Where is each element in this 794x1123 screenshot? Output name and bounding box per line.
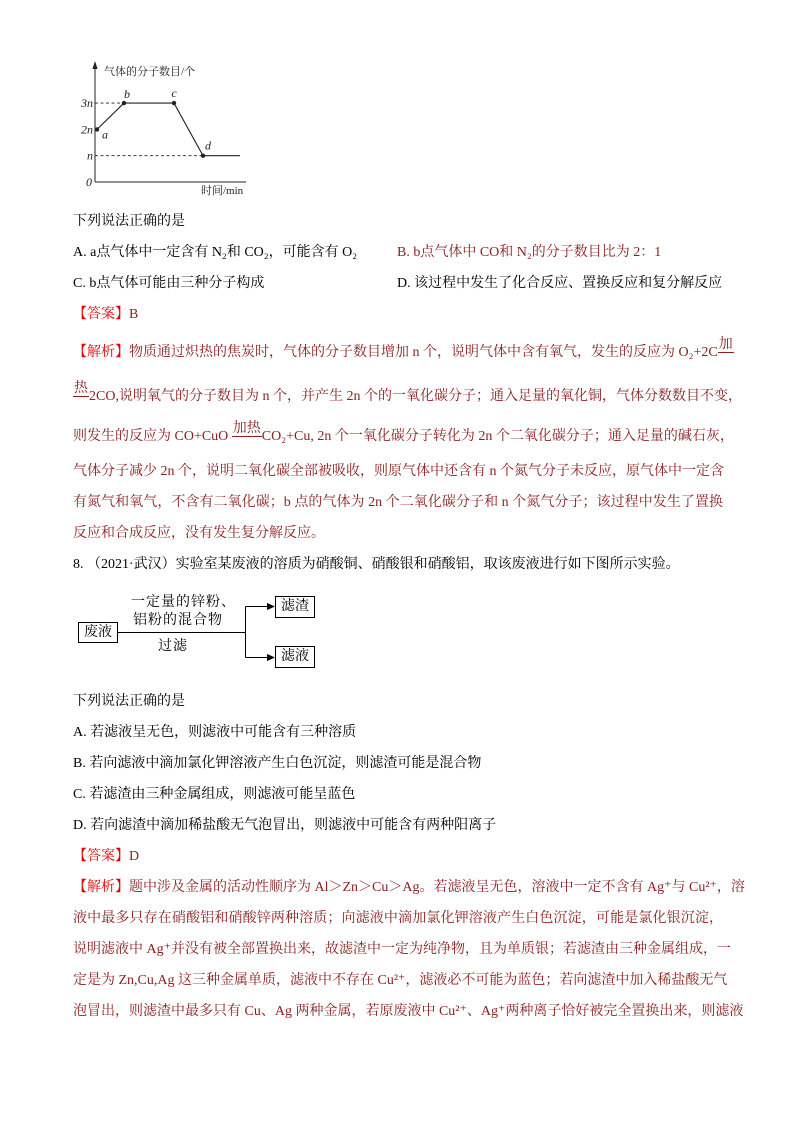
- q8-analysis-line: [73, 872, 745, 903]
- reagent-label: 一定量的锌粉、: [131, 595, 236, 610]
- q7-option-d: D. 该过程中发生了化合反应、置换反应和复分解反应: [397, 276, 723, 291]
- q7-prompt: 下列说法正确的是: [73, 214, 185, 229]
- q7-analysis-line: 反应和合成反应，没有发生复分解反应。: [73, 526, 325, 541]
- q7-analysis-line: [73, 418, 734, 456]
- q8-analysis-line: 说明滤液中 Ag⁺并没有被全部置换出来，故滤渣中一定为纯净物，且为单质银；若滤渣由三种金属组成，一: [73, 942, 731, 957]
- point-label-b: b: [124, 87, 130, 102]
- q8-prompt: 下列说法正确的是: [73, 694, 185, 709]
- q7-option-a: A. a点气体中一定含有 N₂和 CO₂，可能含有 O₂: [73, 245, 358, 260]
- waste-liquid-box: 废液: [78, 622, 118, 643]
- x-axis-title: 时间/min: [201, 185, 244, 197]
- q7-analysis-line: [73, 330, 733, 376]
- answer-label: 【答案】: [73, 849, 129, 864]
- reagent-label: 铝粉的混合物: [133, 613, 223, 628]
- q8-analysis-line: 定是为 Zn,Cu,Ag 这三种金属单质，滤液中不存在 Cu²⁺，滤液必不可能为蓝色；若向滤渣中加入稀盐酸无气: [73, 973, 728, 988]
- experiment-flow-diagram: [73, 580, 723, 686]
- data-point-a: [95, 127, 99, 131]
- q7-options-row: [73, 268, 723, 299]
- content-column: [73, 206, 745, 1027]
- q8-analysis-line: 泡冒出，则滤渣中最多只有 Cu、Ag 两种金属，若原废液中 Cu²⁺、Ag⁺两种离子恰好被完全置换出来，则滤液: [73, 1004, 744, 1019]
- q7-options-row: [73, 237, 723, 268]
- q7-answer-line: [73, 299, 723, 330]
- analysis-label: 【解析】: [73, 345, 129, 360]
- reaction-condition: 加热: [232, 421, 261, 436]
- y-tick-label: 3n: [81, 96, 93, 111]
- q8-option-a: A. 若滤液呈无色，则滤液中可能含有三种溶质: [73, 725, 357, 740]
- q7-option-b: B. b点气体中 CO和 N₂的分子数目比为 2：1: [397, 245, 662, 260]
- residue-box: 滤渣: [275, 596, 315, 618]
- q8-option-c: C. 若滤渣由三种金属组成，则滤液可能呈蓝色: [73, 787, 356, 802]
- data-point-b: [122, 101, 126, 105]
- analysis-label: 【解析】: [73, 880, 129, 895]
- data-point-c: [172, 101, 176, 105]
- arrowhead-icon: [267, 654, 275, 661]
- point-label-a: a: [102, 127, 108, 142]
- q8-heading: 8. （2021·武汉）实验室某废液的溶质为硝酸铜、硝酸银和硝酸铝，取该废液进行如下图所示实验。: [73, 557, 680, 572]
- q8-analysis-line: 液中最多只存在硝酸铝和硝酸锌两种溶质；向滤液中滴加氯化钾溶液产生白色沉淀，可能是氯化银沉淀，: [73, 911, 723, 926]
- filtrate-box: 滤液: [275, 646, 315, 668]
- q7-analysis-line: [73, 376, 742, 418]
- reaction-condition: 热: [74, 381, 88, 396]
- data-point-d: [201, 154, 205, 158]
- analysis-text: 题中涉及金属的活动性顺序为 Al＞Zn＞Cu＞Ag。若滤液呈无色，溶液中一定不含有 Ag⁺与 Cu²⁺，溶: [129, 880, 745, 895]
- analysis-text: 2CO,说明氧气的分子数目为 n 个，并产生 2n 个的一氧化碳分子；通入足量的氧化铜，气体分数数目不变，: [89, 389, 742, 404]
- analysis-text: 物质通过炽热的焦炭时，气体的分子数目增加 n 个，说明气体中含有氧气，发生的反应为 O₂+2C: [129, 345, 718, 360]
- q8-answer-line: [73, 841, 723, 872]
- point-label-c: c: [171, 86, 177, 101]
- operation-label: 过滤: [158, 639, 188, 654]
- point-label-d: d: [205, 138, 211, 153]
- answer-label: 【答案】: [73, 307, 129, 322]
- answer-value: B: [129, 307, 139, 322]
- q8-option-b: B. 若向滤液中滴加氯化钾溶液产生白色沉淀，则滤渣可能是混合物: [73, 756, 482, 771]
- chart-svg: [78, 58, 258, 198]
- series-line: [97, 103, 240, 156]
- y-tick-label: n: [87, 148, 93, 163]
- analysis-text: 则发生的反应为 CO+CuO: [73, 429, 232, 444]
- arrowhead-icon: [267, 603, 275, 610]
- analysis-text: CO₂+Cu, 2n 个一氧化碳分子转化为 2n 个二氧化碳分子；通入足量的碱石灰，: [261, 429, 734, 444]
- q7-analysis-line: 气体分子减少 2n 个，说明二氧化碳全部被吸收，则原气体中还含有 n 个氮气分子未反应，原气体中一定含: [73, 464, 724, 479]
- q7-analysis-line: 有氮气和氧气，不含有二氧化碳；b 点的气体为 2n 个二氧化碳分子和 n 个氮气分子；该过程中发生了置换: [73, 495, 723, 510]
- y-axis-title: 气体的分子数目/个: [104, 66, 196, 78]
- gas-molecule-count-chart: [78, 58, 258, 198]
- reaction-condition: 加: [718, 337, 733, 352]
- y-tick-label: 2n: [81, 122, 93, 137]
- q8-option-d: D. 若向滤渣中滴加稀盐酸无气泡冒出，则滤液中可能含有两种阳离子: [73, 818, 497, 833]
- answer-value: D: [129, 849, 140, 864]
- q7-option-c: C. b点气体可能由三种分子构成: [73, 276, 265, 291]
- y-tick-label: 0: [86, 175, 92, 189]
- y-axis-arrow-icon: [92, 61, 97, 69]
